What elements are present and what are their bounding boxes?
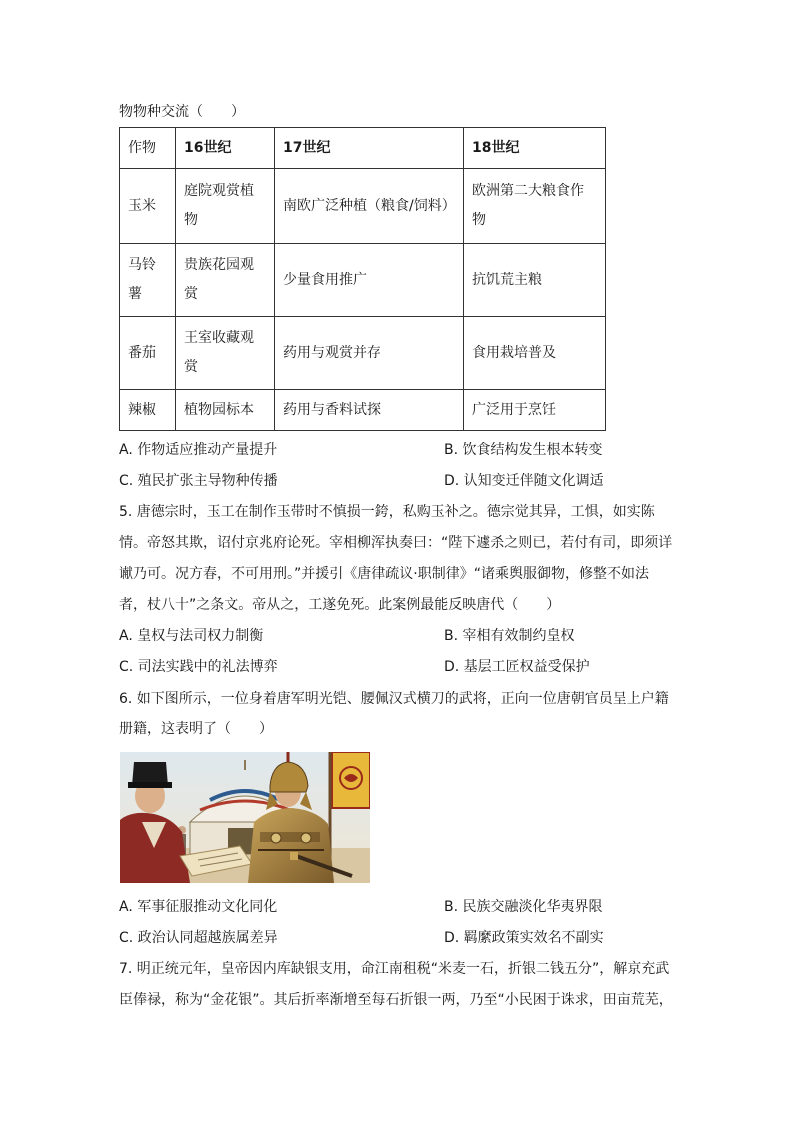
q5-stem-line: 5. 唐德宗时，玉工在制作玉带时不慎损一銙，私购玉补之。德宗觉其异，工惧，如实陈 [119,504,655,520]
q6-stem-line: 6. 如下图所示，一位身着唐军明光铠、腰佩汉式横刀的武将，正向一位唐朝官员呈上户籍 [119,691,669,707]
table-row [120,244,606,317]
table-cell: 植物园标本 [176,390,275,431]
table-cell: 欧洲第二大粮食作物 [464,169,606,244]
q6-option-c[interactable]: C. 政治认同超越族属差异 [119,930,278,946]
crop-exchange-table [119,127,606,431]
q4-option-a[interactable]: A. 作物适应推动产量提升 [119,442,278,458]
table-cell: 马铃薯 [120,244,176,317]
table-row [120,169,606,244]
q6-stem-line: 册籍，这表明了（ ） [119,721,273,737]
q6-illustration [120,752,370,883]
q7-stem-line: 臣俸禄，称为“金花银”。其后折率渐增至每石折银一两，乃至“小民困于诛求，田亩荒芜， [119,992,673,1008]
table-cell: 广泛用于烹饪 [464,390,606,431]
q4-option-b[interactable]: B. 饮食结构发生根本转变 [444,442,603,458]
table-cell: 食用栽培普及 [464,317,606,390]
q6-option-d[interactable]: D. 羁縻政策实效名不副实 [444,930,604,946]
table-cell: 药用与观赏并存 [275,317,464,390]
table-cell: 辣椒 [120,390,176,431]
table-cell: 少量食用推广 [275,244,464,317]
table-cell: 庭院观赏植物 [176,169,275,244]
table-cell: 玉米 [120,169,176,244]
table-cell: 抗饥荒主粮 [464,244,606,317]
table-header-row [120,128,606,169]
table-cell: 南欧广泛种植（粮食/饲料） [275,169,464,244]
header-crop: 作物 [120,128,176,169]
q4-option-c[interactable]: C. 殖民扩张主导物种传播 [119,473,278,489]
table-row [120,390,606,431]
table-cell: 药用与香料试探 [275,390,464,431]
q5-option-d[interactable]: D. 基层工匠权益受保护 [444,659,590,675]
q6-option-b[interactable]: B. 民族交融淡化华夷界限 [444,899,603,915]
q5-stem-line: 谳乃可。况方春，不可用刑。”并援引《唐律疏议·职制律》“诸乘舆服御物，修整不如法 [119,566,649,582]
header-18c: 18世纪 [464,128,606,169]
table-row [120,317,606,390]
q5-stem-line: 者，杖八十”之条文。帝从之，工遂免死。此案例最能反映唐代（ ） [119,597,561,613]
official-and-general-image [120,752,370,883]
table-cell: 贵族花园观赏 [176,244,275,317]
header-16c: 16世纪 [176,128,275,169]
q5-stem-line: 情。帝怒其欺，诏付京兆府论死。宰相柳浑执奏曰：“陛下遽杀之则已，若付有司，即须详 [119,535,673,551]
q5-option-b[interactable]: B. 宰相有效制约皇权 [444,628,575,644]
table-cell: 王室收藏观赏 [176,317,275,390]
table-cell: 番茄 [120,317,176,390]
q5-option-c[interactable]: C. 司法实践中的礼法博弈 [119,659,278,675]
q4-stem-tail: 物物种交流（ ） [119,104,245,120]
q6-option-a[interactable]: A. 军事征服推动文化同化 [119,899,278,915]
header-17c: 17世纪 [275,128,464,169]
q5-option-a[interactable]: A. 皇权与法司权力制衡 [119,628,264,644]
q7-stem-line: 7. 明正统元年，皇帝因内库缺银支用，命江南租税“米麦一石，折银二钱五分”，解京充武 [119,961,670,977]
q4-option-d[interactable]: D. 认知变迁伴随文化调适 [444,473,604,489]
